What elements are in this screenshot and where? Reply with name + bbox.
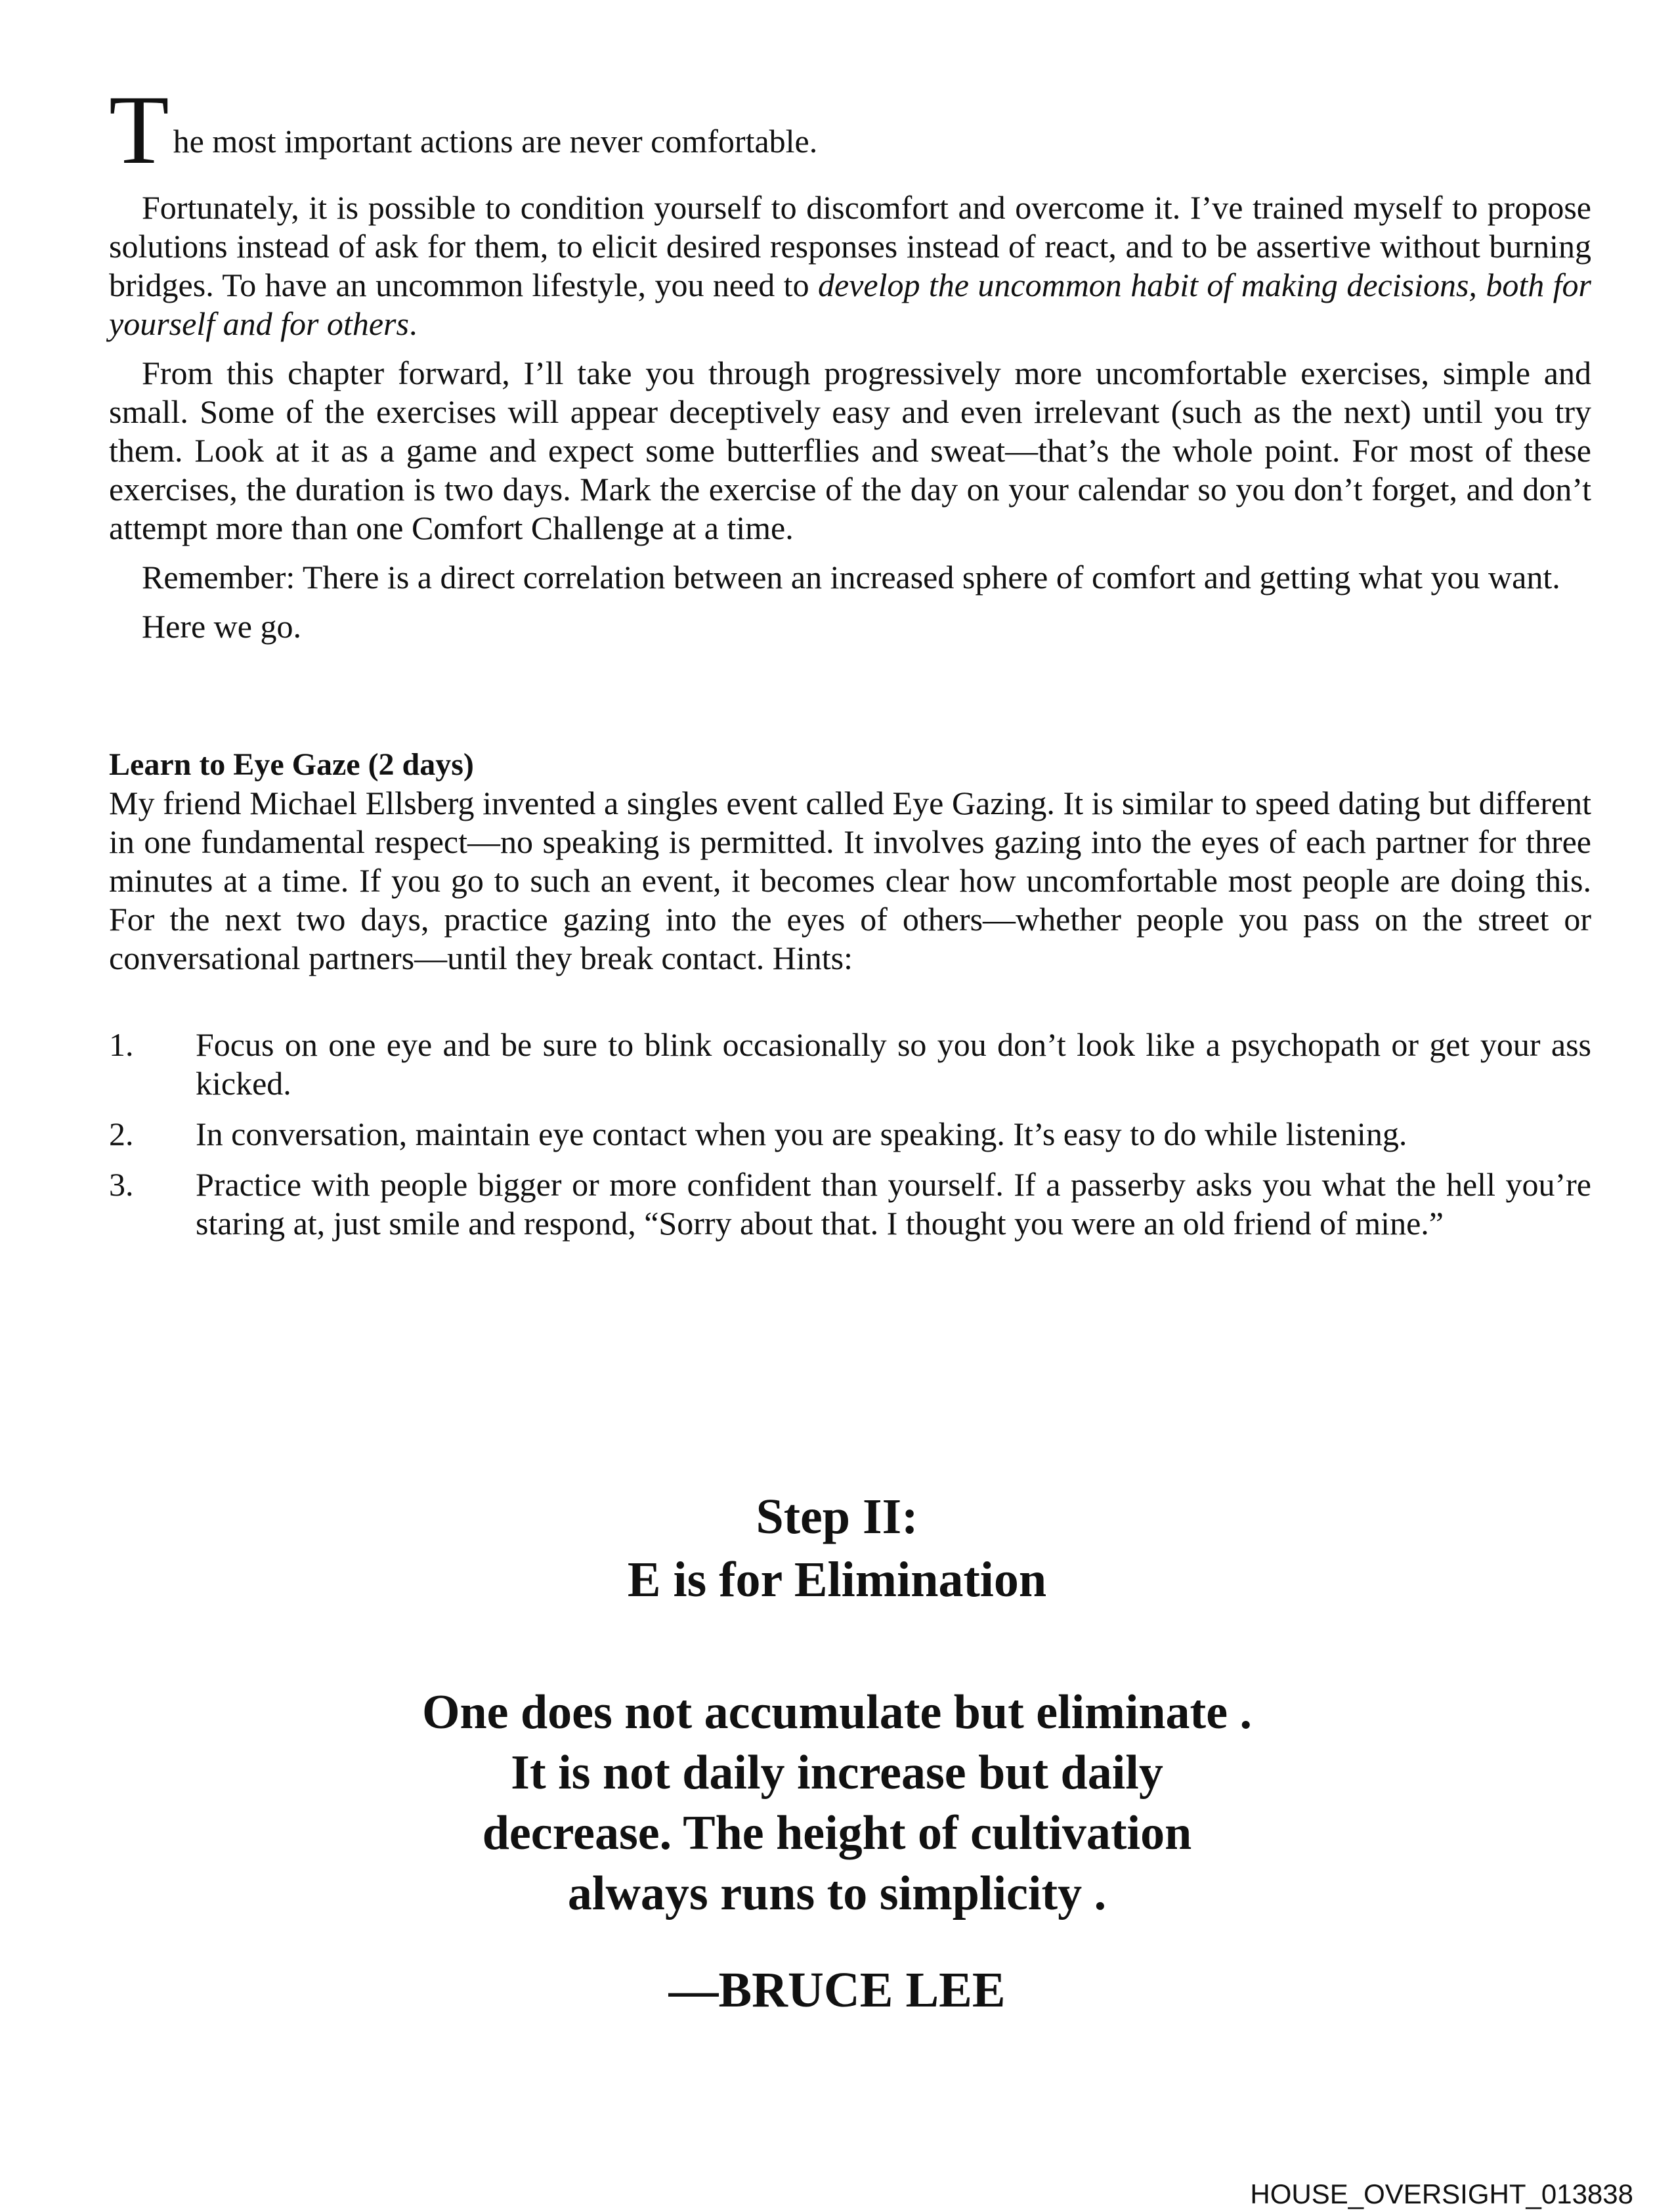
eye-gaze-section xyxy=(109,745,1591,978)
quote-line: It is not daily increase but daily xyxy=(511,1746,1163,1800)
list-text: Practice with people bigger or more confident than yourself. If a passerby asks you what the hell you’re staring at, just smile and respond, “Sorry about that. I thought you were an old friend of mine.” xyxy=(196,1166,1591,1242)
document-id: HOUSE_OVERSIGHT_013838 xyxy=(1250,2179,1633,2209)
step-name: E is for Elimination xyxy=(627,1552,1047,1607)
list-item xyxy=(109,1165,1591,1243)
section-heading: Learn to Eye Gaze (2 days) xyxy=(109,747,474,782)
quote-line: decrease. The height of cultivation xyxy=(482,1806,1192,1860)
list-number: 2. xyxy=(109,1116,134,1152)
paragraph-end: . xyxy=(408,305,418,342)
paragraph: Remember: There is a direct correlation between an increased sphere of comfort and getting what you want. xyxy=(142,559,1560,596)
list-text: In conversation, maintain eye contact when you are speaking. It’s easy to do while listening. xyxy=(196,1116,1407,1152)
list-item xyxy=(109,1026,1591,1103)
paragraph: From this chapter forward, I’ll take you through progressively more uncomfortable exercises, simple and small. Some of the exercises will appear deceptively easy and even irrelevant (such as the next) until you try them. Look at it as a game and expect some butterflies and sweat—that’s the whole point. For most of these exercises, the duration is two days. Mark the exercise of the day on your calendar so you don’t forget, and don’t attempt more than one Comfort Challenge at a time. xyxy=(109,355,1591,546)
epigraph-quote xyxy=(0,1682,1674,1924)
list-number: 3. xyxy=(109,1166,134,1203)
opening-text: he most important actions are never comfortable. xyxy=(173,123,818,160)
intro-section xyxy=(109,76,1591,646)
hints-list xyxy=(109,1026,1591,1255)
paragraph xyxy=(109,188,1591,343)
quote-line: always runs to simplicity . xyxy=(567,1867,1107,1920)
paragraph-text: Fortunately, it is possible to condition yourself to discomfort and overcome it. I’ve trained myself to propose solutions instead of ask for them, to elicit desired responses instead of react, and to be assertive without burning bridges. To have an uncommon lifestyle, you need to xyxy=(109,189,1591,303)
step-title xyxy=(0,1485,1674,1611)
paragraph: Here we go. xyxy=(142,608,301,645)
quote-attribution: —BRUCE LEE xyxy=(668,1963,1006,2018)
emphasis-text: develop the uncommon habit of making decisions, both for yourself and for others xyxy=(109,267,1591,342)
quote-line: One does not accumulate but eliminate . xyxy=(421,1685,1253,1739)
opening-line xyxy=(109,76,1591,184)
list-item xyxy=(109,1115,1591,1154)
drop-cap: T xyxy=(109,76,169,184)
step-number: Step II: xyxy=(756,1489,918,1544)
section-body: My friend Michael Ellsberg invented a singles event called Eye Gazing. It is similar to speed dating but different in one fundamental respect—no speaking is permitted. It involves gazing into the eyes of each partner for three minutes at a time. If you go to such an event, it becomes clear how uncomfortable most people are doing this. For the next two days, practice gazing into the eyes of others—whether people you pass on the street or conversational partners—until they break contact. Hints: xyxy=(109,785,1591,976)
list-text: Focus on one eye and be sure to blink occasionally so you don’t look like a psychopath or get your ass kicked. xyxy=(196,1026,1591,1102)
list-number: 1. xyxy=(109,1026,134,1063)
